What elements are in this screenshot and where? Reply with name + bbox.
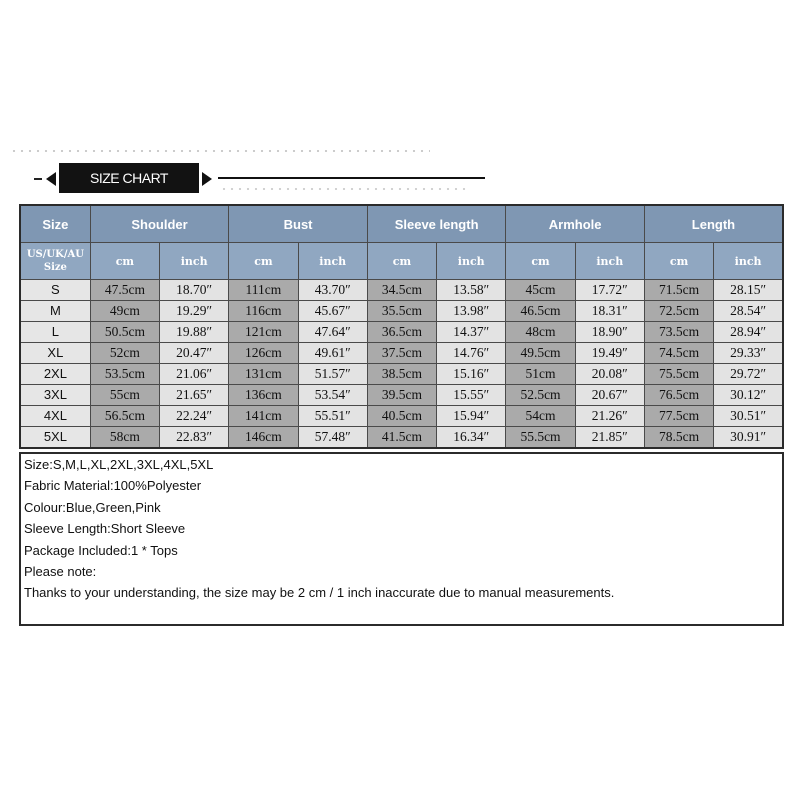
armhole-inch: 21.85″ <box>575 427 644 449</box>
shoulder-cm: 49cm <box>90 301 159 322</box>
table-row <box>20 385 783 406</box>
shoulder-cm: 55cm <box>90 385 159 406</box>
sleeve-inch: 13.58″ <box>437 280 506 301</box>
length-inch: 28.15″ <box>714 280 783 301</box>
shoulder-inch: 18.70″ <box>160 280 229 301</box>
sleeve-cm: 37.5cm <box>367 343 436 364</box>
shoulder-inch: 20.47″ <box>160 343 229 364</box>
length-cm: 76.5cm <box>644 385 713 406</box>
table-row <box>20 280 783 301</box>
header-size: Size <box>20 205 90 243</box>
bust-cm: 121cm <box>229 322 298 343</box>
shoulder-cm: 56.5cm <box>90 406 159 427</box>
left-arrow-icon <box>46 172 56 186</box>
shoulder-inch: 19.29″ <box>160 301 229 322</box>
armhole-inch: 21.26″ <box>575 406 644 427</box>
table-row <box>20 343 783 364</box>
size-cell: M <box>20 301 90 322</box>
length-inch: 29.33″ <box>714 343 783 364</box>
armhole-inch: 20.08″ <box>575 364 644 385</box>
unit-inch: inch <box>437 243 506 280</box>
armhole-cm: 52.5cm <box>506 385 575 406</box>
length-inch: 30.51″ <box>714 406 783 427</box>
size-cell: L <box>20 322 90 343</box>
region-label: US/UK/AU <box>26 249 84 260</box>
right-arrow-icon <box>202 172 212 186</box>
unit-inch: inch <box>714 243 783 280</box>
shoulder-cm: 58cm <box>90 427 159 449</box>
header-sleeve-length: Sleeve length <box>367 205 506 243</box>
bust-cm: 136cm <box>229 385 298 406</box>
table-row <box>20 322 783 343</box>
size-cell: S <box>20 280 90 301</box>
length-inch: 30.91″ <box>714 427 783 449</box>
bust-cm: 126cm <box>229 343 298 364</box>
size-chart-banner <box>0 0 800 200</box>
banner-title: SIZE CHART <box>59 163 199 193</box>
armhole-cm: 55.5cm <box>506 427 575 449</box>
shoulder-inch: 22.83″ <box>160 427 229 449</box>
sleeve-inch: 15.55″ <box>437 385 506 406</box>
unit-inch: inch <box>160 243 229 280</box>
sleeve-cm: 40.5cm <box>367 406 436 427</box>
unit-inch: inch <box>575 243 644 280</box>
shoulder-cm: 50.5cm <box>90 322 159 343</box>
sleeve-inch: 16.34″ <box>437 427 506 449</box>
bust-inch: 53.54″ <box>298 385 367 406</box>
sleeve-inch: 15.16″ <box>437 364 506 385</box>
product-info-box <box>19 452 784 626</box>
unit-cm: cm <box>90 243 159 280</box>
dotted-rule-lower <box>220 188 470 190</box>
bust-inch: 51.57″ <box>298 364 367 385</box>
info-package: Package Included:1 * Tops <box>24 542 178 558</box>
armhole-cm: 45cm <box>506 280 575 301</box>
length-cm: 73.5cm <box>644 322 713 343</box>
shoulder-cm: 47.5cm <box>90 280 159 301</box>
unit-cm: cm <box>644 243 713 280</box>
info-colour: Colour:Blue,Green,Pink <box>24 499 161 515</box>
armhole-inch: 18.31″ <box>575 301 644 322</box>
length-inch: 30.12″ <box>714 385 783 406</box>
shoulder-inch: 19.88″ <box>160 322 229 343</box>
region-size-label: Size <box>43 262 67 273</box>
sleeve-cm: 39.5cm <box>367 385 436 406</box>
armhole-inch: 17.72″ <box>575 280 644 301</box>
size-cell: 4XL <box>20 406 90 427</box>
size-cell: 3XL <box>20 385 90 406</box>
size-cell: 5XL <box>20 427 90 449</box>
sleeve-inch: 13.98″ <box>437 301 506 322</box>
armhole-inch: 20.67″ <box>575 385 644 406</box>
size-cell: XL <box>20 343 90 364</box>
table-header-row <box>20 205 783 243</box>
bust-cm: 111cm <box>229 280 298 301</box>
armhole-cm: 46.5cm <box>506 301 575 322</box>
header-shoulder: Shoulder <box>90 205 229 243</box>
banner-rule <box>218 177 485 179</box>
bust-inch: 55.51″ <box>298 406 367 427</box>
bust-inch: 45.67″ <box>298 301 367 322</box>
bust-cm: 116cm <box>229 301 298 322</box>
length-inch: 28.94″ <box>714 322 783 343</box>
bust-inch: 47.64″ <box>298 322 367 343</box>
bust-cm: 141cm <box>229 406 298 427</box>
sleeve-cm: 34.5cm <box>367 280 436 301</box>
shoulder-cm: 53.5cm <box>90 364 159 385</box>
info-note-text: Thanks to your understanding, the size may be 2 cm / 1 inch inaccurate due to manual measurements. <box>24 585 615 601</box>
armhole-cm: 54cm <box>506 406 575 427</box>
info-sleeve: Sleeve Length:Short Sleeve <box>24 521 186 537</box>
bust-inch: 49.61″ <box>298 343 367 364</box>
shoulder-inch: 22.24″ <box>160 406 229 427</box>
shoulder-inch: 21.06″ <box>160 364 229 385</box>
bust-cm: 146cm <box>229 427 298 449</box>
sleeve-inch: 14.76″ <box>437 343 506 364</box>
sleeve-inch: 14.37″ <box>437 322 506 343</box>
size-chart-table <box>19 204 784 449</box>
table-row <box>20 427 783 449</box>
table-row <box>20 406 783 427</box>
banner-dash <box>34 178 42 180</box>
length-cm: 74.5cm <box>644 343 713 364</box>
bust-inch: 57.48″ <box>298 427 367 449</box>
info-fabric: Fabric Material:100%Polyester <box>24 478 202 494</box>
header-bust: Bust <box>229 205 368 243</box>
sleeve-cm: 35.5cm <box>367 301 436 322</box>
length-inch: 29.72″ <box>714 364 783 385</box>
armhole-cm: 48cm <box>506 322 575 343</box>
armhole-inch: 19.49″ <box>575 343 644 364</box>
length-cm: 72.5cm <box>644 301 713 322</box>
sleeve-cm: 36.5cm <box>367 322 436 343</box>
sleeve-cm: 41.5cm <box>367 427 436 449</box>
header-region-size <box>20 243 90 280</box>
unit-cm: cm <box>367 243 436 280</box>
table-row <box>20 301 783 322</box>
shoulder-inch: 21.65″ <box>160 385 229 406</box>
length-cm: 75.5cm <box>644 364 713 385</box>
bust-cm: 131cm <box>229 364 298 385</box>
header-length: Length <box>644 205 783 243</box>
table-unit-row <box>20 243 783 280</box>
armhole-inch: 18.90″ <box>575 322 644 343</box>
sleeve-inch: 15.94″ <box>437 406 506 427</box>
length-cm: 78.5cm <box>644 427 713 449</box>
unit-inch: inch <box>298 243 367 280</box>
info-sizes: Size:S,M,L,XL,2XL,3XL,4XL,5XL <box>24 457 214 472</box>
length-cm: 71.5cm <box>644 280 713 301</box>
unit-cm: cm <box>506 243 575 280</box>
sleeve-cm: 38.5cm <box>367 364 436 385</box>
armhole-cm: 49.5cm <box>506 343 575 364</box>
bust-inch: 43.70″ <box>298 280 367 301</box>
shoulder-cm: 52cm <box>90 343 159 364</box>
unit-cm: cm <box>229 243 298 280</box>
header-armhole: Armhole <box>506 205 645 243</box>
size-cell: 2XL <box>20 364 90 385</box>
length-cm: 77.5cm <box>644 406 713 427</box>
length-inch: 28.54″ <box>714 301 783 322</box>
dotted-rule <box>10 150 430 152</box>
table-row <box>20 364 783 385</box>
armhole-cm: 51cm <box>506 364 575 385</box>
info-note-label: Please note: <box>24 564 97 580</box>
